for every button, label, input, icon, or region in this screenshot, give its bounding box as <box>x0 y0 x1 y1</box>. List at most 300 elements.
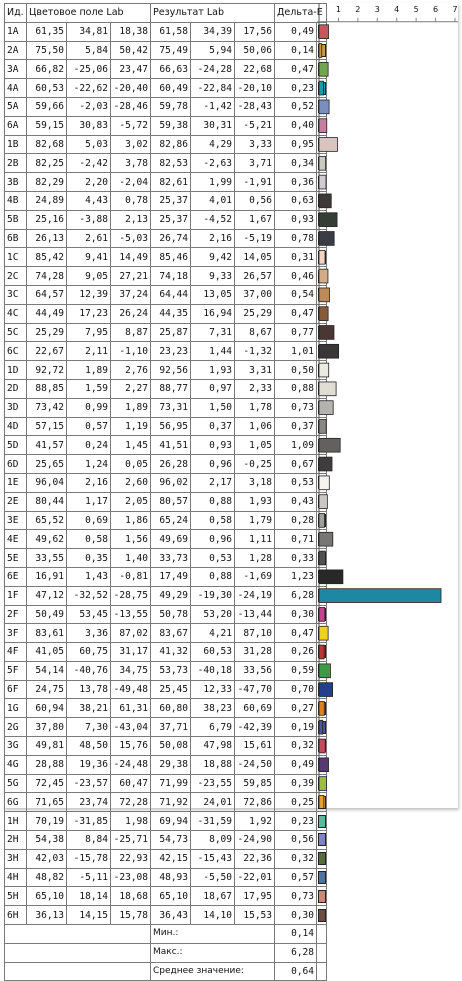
result-b: 1,67 <box>235 210 275 229</box>
result-l: 53,73 <box>151 661 191 680</box>
result-l: 66,63 <box>151 60 191 79</box>
target-a: 1,24 <box>67 455 111 474</box>
result-b: -20,10 <box>235 79 275 98</box>
row-id: 5B <box>5 210 27 229</box>
chart-bar-2G <box>319 720 323 734</box>
target-a: -2,42 <box>67 154 111 173</box>
result-b: 15,53 <box>235 906 275 925</box>
result-a: 12,33 <box>191 680 235 699</box>
result-b: 59,85 <box>235 774 275 793</box>
summary-row <box>5 925 327 944</box>
delta-e-value: 0,19 <box>275 718 317 737</box>
result-a: 0,53 <box>191 549 235 568</box>
table-row <box>5 267 327 286</box>
row-id: 1C <box>5 248 27 267</box>
table-row <box>5 135 327 154</box>
target-a: 17,23 <box>67 304 111 323</box>
row-id: 2D <box>5 379 27 398</box>
delta-e-value: 0,36 <box>275 173 317 192</box>
delta-e-value: 0,28 <box>275 511 317 530</box>
target-a: 0,69 <box>67 511 111 530</box>
row-id: 3A <box>5 60 27 79</box>
target-a: -25,06 <box>67 60 111 79</box>
chart-bar-1C <box>319 250 325 264</box>
target-l: 82,25 <box>27 154 67 173</box>
target-a: 4,43 <box>67 191 111 210</box>
chart-bar-6G <box>319 795 324 808</box>
swatch-cell <box>317 849 327 868</box>
table-row <box>5 906 327 925</box>
result-a: -31,59 <box>191 812 235 831</box>
delta-e-value: 0,93 <box>275 210 317 229</box>
delta-e-value: 0,56 <box>275 831 317 850</box>
summary-row <box>5 943 327 962</box>
summary-blank <box>5 925 151 944</box>
chart-bar-4A <box>319 81 323 95</box>
result-a: 14,10 <box>191 906 235 925</box>
target-l: 44,49 <box>27 304 67 323</box>
target-b: 1,89 <box>111 398 151 417</box>
delta-e-value: 0,49 <box>275 22 317 41</box>
target-b: 2,76 <box>111 361 151 380</box>
color-swatch <box>318 909 326 922</box>
table-row <box>5 248 327 267</box>
result-l: 82,53 <box>151 154 191 173</box>
delta-e-value: 0,25 <box>275 793 317 812</box>
delta-e-value: 0,32 <box>275 737 317 756</box>
result-a: -4,52 <box>191 210 235 229</box>
result-a: 8,09 <box>191 831 235 850</box>
target-a: -5,11 <box>67 868 111 887</box>
result-b: 3,71 <box>235 154 275 173</box>
target-a: -15,78 <box>67 849 111 868</box>
delta-e-value: 1,01 <box>275 342 317 361</box>
target-b: -1,10 <box>111 342 151 361</box>
row-id: 2F <box>5 605 27 624</box>
chart-bar-2A <box>319 44 322 58</box>
delta-e-value: 0,53 <box>275 473 317 492</box>
table-row <box>5 718 327 737</box>
table-row <box>5 304 327 323</box>
target-b: 1,98 <box>111 812 151 831</box>
chart-bar-1E <box>319 476 329 490</box>
target-b: 50,42 <box>111 41 151 60</box>
result-a: 13,05 <box>191 285 235 304</box>
result-b: 50,06 <box>235 41 275 60</box>
chart-bar-2B <box>319 156 326 170</box>
target-a: -32,52 <box>67 586 111 605</box>
target-b: -25,71 <box>111 831 151 850</box>
result-a: -23,55 <box>191 774 235 793</box>
result-l: 71,99 <box>151 774 191 793</box>
table-row <box>5 473 327 492</box>
result-l: 88,77 <box>151 379 191 398</box>
target-l: 54,38 <box>27 831 67 850</box>
table-body <box>5 22 327 924</box>
target-l: 71,65 <box>27 793 67 812</box>
result-a: 0,93 <box>191 436 235 455</box>
chart-bar-2D <box>319 382 336 396</box>
summary-label: Макс.: <box>151 943 275 962</box>
result-a: 4,01 <box>191 191 235 210</box>
target-l: 25,65 <box>27 455 67 474</box>
chart-bar-1F <box>319 589 441 603</box>
result-b: -24,90 <box>235 831 275 850</box>
target-b: -0,81 <box>111 567 151 586</box>
result-a: 30,31 <box>191 116 235 135</box>
result-b: 1,11 <box>235 530 275 549</box>
table-row <box>5 793 327 812</box>
target-l: 48,82 <box>27 868 67 887</box>
row-id: 5G <box>5 774 27 793</box>
result-a: 2,17 <box>191 473 235 492</box>
result-l: 26,28 <box>151 455 191 474</box>
result-b: 8,67 <box>235 323 275 342</box>
result-a: 1,93 <box>191 361 235 380</box>
target-a: 7,95 <box>67 323 111 342</box>
target-a: 3,36 <box>67 624 111 643</box>
table-row <box>5 530 327 549</box>
table-row <box>5 173 327 192</box>
target-b: -2,04 <box>111 173 151 192</box>
target-b: -49,48 <box>111 680 151 699</box>
summary-value: 6,28 <box>275 943 317 962</box>
chart-bar-1B <box>319 138 337 152</box>
table-row <box>5 285 327 304</box>
chart-bar-4E <box>319 532 333 546</box>
header-delta-e: Дельта-E <box>275 4 327 23</box>
table-row <box>5 60 327 79</box>
delta-e-value: 0,52 <box>275 97 317 116</box>
result-l: 64,44 <box>151 285 191 304</box>
target-a: 2,16 <box>67 473 111 492</box>
result-l: 33,73 <box>151 549 191 568</box>
target-a: 1,17 <box>67 492 111 511</box>
target-b: -5,72 <box>111 116 151 135</box>
result-a: 7,31 <box>191 323 235 342</box>
result-l: 61,58 <box>151 22 191 41</box>
result-a: -24,28 <box>191 60 235 79</box>
target-l: 41,57 <box>27 436 67 455</box>
result-b: -1,32 <box>235 342 275 361</box>
chart-bar-3F <box>319 626 328 640</box>
chart-bar-5G <box>319 777 327 791</box>
target-l: 24,75 <box>27 680 67 699</box>
target-l: 70,19 <box>27 812 67 831</box>
target-b: 1,40 <box>111 549 151 568</box>
table-row <box>5 97 327 116</box>
table-row <box>5 586 327 605</box>
target-l: 64,57 <box>27 285 67 304</box>
result-l: 48,93 <box>151 868 191 887</box>
summary-blank <box>5 943 151 962</box>
chart-bar-6B <box>319 232 334 246</box>
result-l: 41,32 <box>151 643 191 662</box>
row-id: 6C <box>5 342 27 361</box>
summary-empty <box>317 925 327 944</box>
table-row <box>5 191 327 210</box>
result-b: 2,33 <box>235 379 275 398</box>
delta-e-value: 0,47 <box>275 60 317 79</box>
target-l: 22,67 <box>27 342 67 361</box>
target-b: 3,78 <box>111 154 151 173</box>
delta-e-value: 0,31 <box>275 248 317 267</box>
target-b: 18,68 <box>111 887 151 906</box>
chart-bar-5C <box>319 326 334 340</box>
chart-bar-5E <box>319 551 325 565</box>
table-row <box>5 699 327 718</box>
result-b: -24,19 <box>235 586 275 605</box>
delta-e-value: 0,43 <box>275 492 317 511</box>
result-b: -1,69 <box>235 567 275 586</box>
result-l: 82,86 <box>151 135 191 154</box>
result-b: 3,31 <box>235 361 275 380</box>
chart-tick-label: 4 <box>394 5 400 14</box>
result-b: -5,19 <box>235 229 275 248</box>
target-a: 9,41 <box>67 248 111 267</box>
table-row <box>5 887 327 906</box>
result-a: -40,18 <box>191 661 235 680</box>
table-row <box>5 755 327 774</box>
chart-bar-4B <box>319 194 331 208</box>
delta-e-value: 0,46 <box>275 267 317 286</box>
table-row <box>5 549 327 568</box>
result-b: -0,25 <box>235 455 275 474</box>
target-a: 34,81 <box>67 22 111 41</box>
target-l: 50,49 <box>27 605 67 624</box>
report-frame <box>4 3 458 978</box>
table-row <box>5 154 327 173</box>
delta-e-value: 0,59 <box>275 661 317 680</box>
target-l: 57,15 <box>27 417 67 436</box>
target-b: 61,31 <box>111 699 151 718</box>
target-b: 0,78 <box>111 191 151 210</box>
target-b: 1,86 <box>111 511 151 530</box>
delta-e-value: 1,23 <box>275 567 317 586</box>
color-swatch <box>318 815 326 828</box>
row-id: 1E <box>5 473 27 492</box>
result-b: -1,91 <box>235 173 275 192</box>
chart-bar-2E <box>319 495 327 509</box>
chart-bar-3G <box>319 739 325 753</box>
target-a: 0,99 <box>67 398 111 417</box>
result-b: 17,56 <box>235 22 275 41</box>
delta-e-value: 0,57 <box>275 868 317 887</box>
row-id: 5C <box>5 323 27 342</box>
color-swatch <box>318 852 326 865</box>
table-row <box>5 812 327 831</box>
result-l: 83,67 <box>151 624 191 643</box>
row-id: 4D <box>5 417 27 436</box>
target-b: 27,21 <box>111 267 151 286</box>
target-l: 49,81 <box>27 737 67 756</box>
target-a: -2,03 <box>67 97 111 116</box>
target-a: 0,35 <box>67 549 111 568</box>
result-b: 33,56 <box>235 661 275 680</box>
chart-bar-6A <box>319 119 327 133</box>
result-a: -2,63 <box>191 154 235 173</box>
row-id: 3H <box>5 849 27 868</box>
delta-e-value: 0,50 <box>275 361 317 380</box>
result-b: 1,92 <box>235 812 275 831</box>
target-a: 12,39 <box>67 285 111 304</box>
target-b: -28,46 <box>111 97 151 116</box>
header-target-lab: Цветовое поле Lab <box>27 4 151 23</box>
target-l: 92,72 <box>27 361 67 380</box>
target-l: 60,53 <box>27 79 67 98</box>
chart-bar-5D <box>319 438 340 452</box>
result-b: 72,86 <box>235 793 275 812</box>
row-id: 2H <box>5 831 27 850</box>
result-a: 34,39 <box>191 22 235 41</box>
chart-tick-label: 5 <box>413 5 419 14</box>
target-b: 14,49 <box>111 248 151 267</box>
result-a: 1,44 <box>191 342 235 361</box>
result-a: 0,88 <box>191 492 235 511</box>
result-b: 1,78 <box>235 398 275 417</box>
target-a: 13,78 <box>67 680 111 699</box>
result-b: 1,93 <box>235 492 275 511</box>
swatch-cell <box>317 868 327 887</box>
target-a: 9,05 <box>67 267 111 286</box>
row-id: 5H <box>5 887 27 906</box>
target-a: 8,84 <box>67 831 111 850</box>
delta-e-value: 0,39 <box>275 774 317 793</box>
row-id: 4H <box>5 868 27 887</box>
chart-bar-3E <box>319 514 324 528</box>
target-a: -3,88 <box>67 210 111 229</box>
result-l: 54,73 <box>151 831 191 850</box>
result-b: 26,57 <box>235 267 275 286</box>
header-result-lab: Результат Lab <box>151 4 275 23</box>
target-b: 22,93 <box>111 849 151 868</box>
target-b: 1,45 <box>111 436 151 455</box>
result-a: 47,98 <box>191 737 235 756</box>
target-l: 83,61 <box>27 624 67 643</box>
result-a: 1,50 <box>191 398 235 417</box>
chart-bar-4G <box>319 758 329 772</box>
delta-e-value: 0,32 <box>275 849 317 868</box>
result-b: 37,00 <box>235 285 275 304</box>
chart-tick-label: 1 <box>335 5 341 14</box>
row-id: 6H <box>5 906 27 925</box>
chart-bar-6C <box>319 344 339 358</box>
target-a: 1,89 <box>67 361 111 380</box>
result-l: 92,56 <box>151 361 191 380</box>
result-b: -5,21 <box>235 116 275 135</box>
row-id: 6G <box>5 793 27 812</box>
result-a: -5,50 <box>191 868 235 887</box>
row-id: 3C <box>5 285 27 304</box>
result-l: 82,61 <box>151 173 191 192</box>
delta-e-value: 0,73 <box>275 398 317 417</box>
chart-tick-label: 3 <box>374 5 380 14</box>
table-row <box>5 605 327 624</box>
result-a: -22,84 <box>191 79 235 98</box>
row-id: 6E <box>5 567 27 586</box>
target-a: 38,21 <box>67 699 111 718</box>
result-b: 1,28 <box>235 549 275 568</box>
result-l: 71,92 <box>151 793 191 812</box>
target-l: 49,62 <box>27 530 67 549</box>
result-l: 60,49 <box>151 79 191 98</box>
result-l: 26,74 <box>151 229 191 248</box>
row-id: 4C <box>5 304 27 323</box>
result-l: 59,38 <box>151 116 191 135</box>
swatch-cell <box>317 812 327 831</box>
result-b: 17,95 <box>235 887 275 906</box>
chart-bar-2C <box>319 269 328 283</box>
result-l: 96,02 <box>151 473 191 492</box>
result-a: 16,94 <box>191 304 235 323</box>
row-id: 3E <box>5 511 27 530</box>
table-row <box>5 41 327 60</box>
target-b: 23,47 <box>111 60 151 79</box>
chart-bar-1G <box>319 701 324 715</box>
delta-e-value: 0,54 <box>275 285 317 304</box>
delta-e-value: 0,95 <box>275 135 317 154</box>
chart-tick-label: 6 <box>433 5 439 14</box>
chart-bar-3D <box>319 401 333 415</box>
row-id: 3F <box>5 624 27 643</box>
target-l: 82,68 <box>27 135 67 154</box>
delta-e-value: 0,40 <box>275 116 317 135</box>
table-row <box>5 116 327 135</box>
delta-e-value: 0,88 <box>275 379 317 398</box>
result-b: 1,06 <box>235 417 275 436</box>
result-b: 3,18 <box>235 473 275 492</box>
result-l: 17,49 <box>151 567 191 586</box>
summary-label: Среднее значение: <box>151 962 275 981</box>
target-l: 33,55 <box>27 549 67 568</box>
row-id: 5A <box>5 97 27 116</box>
row-id: 6F <box>5 680 27 699</box>
result-a: 2,16 <box>191 229 235 248</box>
result-a: -19,30 <box>191 586 235 605</box>
result-a: 0,97 <box>191 379 235 398</box>
delta-e-value: 0,30 <box>275 906 317 925</box>
result-a: 0,96 <box>191 455 235 474</box>
target-l: 66,82 <box>27 60 67 79</box>
result-a: 4,21 <box>191 624 235 643</box>
row-id: 1F <box>5 586 27 605</box>
target-l: 65,10 <box>27 887 67 906</box>
target-b: 60,47 <box>111 774 151 793</box>
result-a: 0,88 <box>191 567 235 586</box>
result-b: -13,44 <box>235 605 275 624</box>
target-b: 37,24 <box>111 285 151 304</box>
delta-e-value: 1,09 <box>275 436 317 455</box>
chart-bar-1D <box>319 363 329 377</box>
chart-bar-3A <box>319 62 328 76</box>
header-row <box>5 4 327 23</box>
result-l: 44,35 <box>151 304 191 323</box>
swatch-cell <box>317 831 327 850</box>
result-l: 85,46 <box>151 248 191 267</box>
row-id: 4B <box>5 191 27 210</box>
result-b: 25,29 <box>235 304 275 323</box>
result-l: 50,08 <box>151 737 191 756</box>
swatch-cell <box>317 906 327 925</box>
chart-bar-6E <box>319 570 343 584</box>
chart-bar-4F <box>319 645 324 659</box>
row-id: 5F <box>5 661 27 680</box>
summary-row <box>5 962 327 981</box>
delta-e-value: 0,30 <box>275 605 317 624</box>
row-id: 1H <box>5 812 27 831</box>
chart-bar-6F <box>319 683 333 697</box>
target-l: 85,42 <box>27 248 67 267</box>
